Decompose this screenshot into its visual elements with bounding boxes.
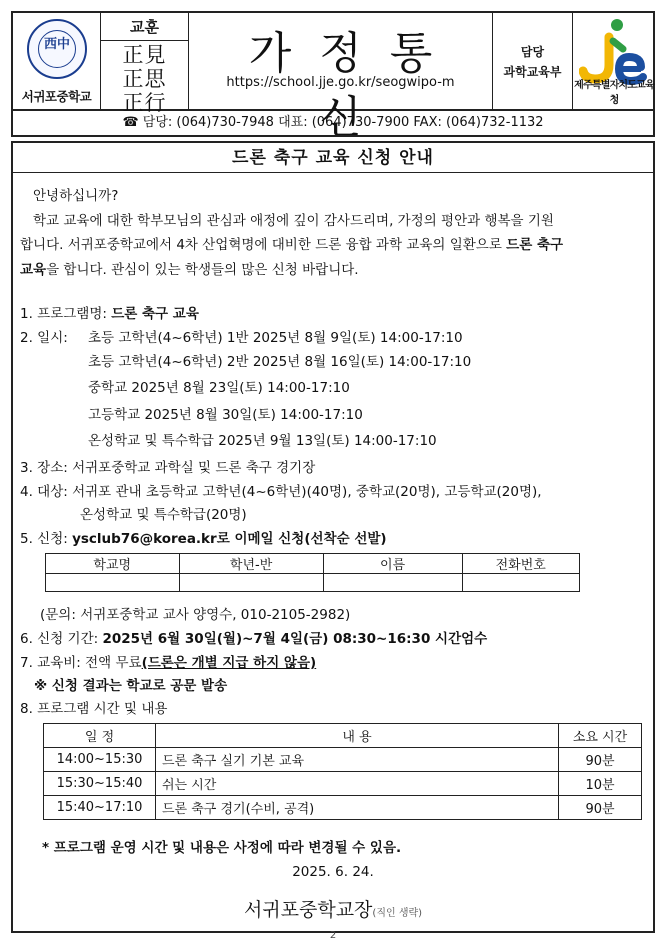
schedule-content: 드론 축구 실기 기본 교육 (156, 748, 559, 772)
schedule-line: 중학교 2025년 8월 23일(토) 14:00-17:10 (88, 380, 350, 396)
intro-line: 합니다. 서귀포중학교에서 4차 산업혁명에 대비한 드론 융합 과학 교육의 일환으로 드론 축구 (20, 237, 564, 253)
schedule-content: 드론 축구 경기(수비, 공격) (156, 796, 559, 820)
schedule-line: 초등 고학년(4~6학년) 1반 2025년 8월 9일(토) 14:00-17:10 (88, 330, 463, 346)
change-footnote: * 프로그램 운영 시간 및 내용은 사정에 따라 변경될 수 있음. (42, 840, 402, 856)
schedule-content: 쉬는 시간 (156, 772, 559, 796)
schedule-line: 고등학교 2025년 8월 30일(토) 14:00-17:10 (88, 407, 363, 423)
department-label: 담당 (520, 45, 545, 59)
table-header: 내 용 (156, 724, 559, 748)
item-period: 6. 신청 기간: 2025년 6월 30일(월)~7월 4일(금) 08:30~16:30 시간엄수 (20, 631, 488, 647)
motto-line: 正思 (122, 67, 167, 91)
school-url[interactable]: https://school.jje.go.kr/seogwipo-m (226, 75, 455, 90)
education-office-cell (573, 13, 655, 109)
schedule-time: 15:30~15:40 (44, 772, 156, 796)
signature-line (0, 895, 666, 922)
schedule-time: 14:00~15:30 (44, 748, 156, 772)
table-header: 일 정 (44, 724, 156, 748)
table-header: 소요 시간 (559, 724, 642, 748)
table-row (46, 574, 580, 592)
school-name: 서귀포중학교 (21, 89, 92, 104)
motto-line: 正行 (122, 91, 167, 115)
blank-cell (323, 574, 462, 592)
schedule-duration: 90분 (559, 796, 642, 820)
principal-title: 서귀포중학교장 (243, 899, 373, 921)
school-seal-icon: 西中 (27, 19, 87, 79)
document-title: 드론 축구 교육 신청 안내 (13, 143, 653, 173)
department-name: 과학교육부 (503, 65, 562, 79)
department-cell (493, 13, 573, 109)
page-number: 2 (329, 930, 337, 941)
motto-line: 正見 (122, 43, 167, 67)
item-place: 3. 장소: 서귀포중학교 과학실 및 드론 축구 경기장 (20, 460, 316, 476)
motto-cell (101, 13, 189, 115)
table-row (44, 772, 642, 796)
table-row (44, 748, 642, 772)
newsletter-title: 가정통신 (248, 28, 461, 143)
item-target: 4. 대상: 서귀포 관내 초등학교 고학년(4~6학년)(40명), 중학교(20명), 고등학교(20명), (20, 484, 542, 500)
table-header: 학년-반 (179, 554, 323, 574)
item-program-schedule: 8. 프로그램 시간 및 내용 (20, 701, 168, 717)
education-office-name: 제주특별자치도교육청 (574, 80, 654, 106)
table-header: 이름 (323, 554, 462, 574)
schedule-duration: 90분 (559, 748, 642, 772)
item-target-cont: 온성학교 및 특수학급(20명) (80, 507, 247, 523)
table-header: 전화번호 (462, 554, 580, 574)
table-row (44, 724, 642, 748)
schedule-line: 온성학교 및 특수학급 2025년 9월 13일(토) 14:00-17:10 (88, 433, 437, 449)
schedule-duration: 10분 (559, 772, 642, 796)
greeting: 안녕하십니까? (33, 188, 119, 204)
schedule-table (43, 723, 642, 820)
item-fee: 7. 교육비: 전액 무료(드론은 개별 지급 하지 않음) (20, 655, 317, 671)
intro-line: 학교 교육에 대한 학부모님의 관심과 애정에 깊이 감사드리며, 가정의 평안과 행복을 기원 (33, 213, 554, 229)
blank-cell (46, 574, 180, 592)
contact-line: ☎ 담당: (064)730-7948 대표: (064)730-7900 FAX: (064)732-1132 (11, 111, 655, 137)
inquiry-line: (문의: 서귀포중학교 교사 양영수, 010-2105-2982) (40, 607, 351, 623)
schedule-time: 15:40~17:10 (44, 796, 156, 820)
table-header: 학교명 (46, 554, 180, 574)
school-logo-cell (13, 13, 101, 109)
intro-line: 교육을 합니다. 관심이 있는 학생들의 많은 신청 바랍니다. (20, 262, 359, 278)
result-notice: ※ 신청 결과는 학교로 공문 발송 (34, 678, 228, 694)
table-row (46, 554, 580, 574)
blank-cell (179, 574, 323, 592)
table-row (44, 796, 642, 820)
blank-cell (462, 574, 580, 592)
motto-label: 교훈 (101, 16, 188, 41)
item-apply: 5. 신청: ysclub76@korea.kr로 이메일 신청(선착순 선발) (20, 531, 387, 547)
seal-omitted-note: (직인 생략) (372, 908, 423, 919)
item-program-name: 1. 프로그램명: 드론 축구 교육 (20, 306, 199, 322)
application-table (45, 553, 580, 592)
issue-date: 2025. 6. 24. (292, 864, 374, 880)
item-schedule-label: 2. 일시: (20, 330, 68, 346)
schedule-line: 초등 고학년(4~6학년) 2반 2025년 8월 16일(토) 14:00-17:10 (88, 354, 472, 370)
